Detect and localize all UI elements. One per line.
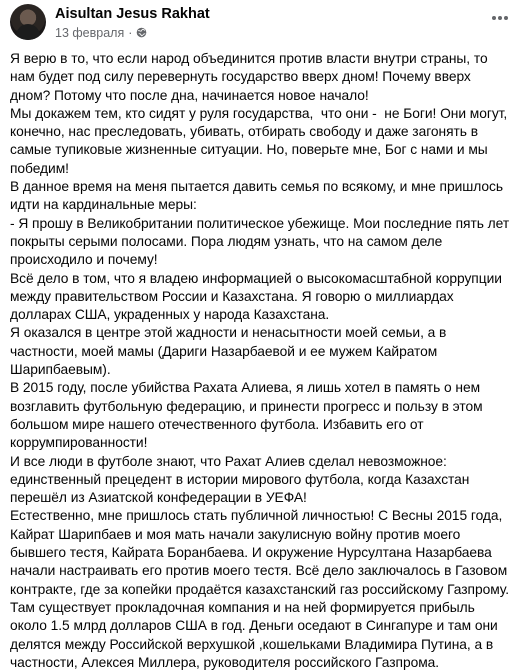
post-paragraph-8: И все люди в футболе знают, что Рахат Алиев сделал невозможное: единственный прецедент в истории мирового футбола, когда Казахстан перешёл из Азиатской конфедерации в УЕФА!	[10, 453, 474, 506]
author-avatar[interactable]	[10, 4, 46, 40]
post-paragraph-4: - Я прошу в Великобритании политическое убежище. Мои последние пять лет покрыты серыми полосами. Пора людям узнать, что на самом деле происходило и почему!	[10, 215, 513, 268]
post-meta	[55, 4, 210, 39]
post-paragraph-2: Мы докажем тем, кто сидят у руля государства, что они - не Боги! Они могут, конечно, нас преследовать, убивать, отбирать свободу и даже загонять в самые тупиковые жизненные ситуации. Но, поверьте мне, Бог с нами и мы победим!	[10, 105, 511, 176]
post-date-link[interactable]: 13 февраля	[55, 25, 125, 40]
post-paragraph-1: Я верю в то, что если народ объединится против власти внутри страны, то нам будет под силу перевернуть государство вверх дном! Почему вверх дном? Потому что после дна, начинается новое начало!	[10, 51, 492, 103]
post-paragraph-9: Естественно, мне пришлось стать публичной личностью! С Весны 2015 года, Кайрат Шарипбаев и моя мать начали закулисную войну против моего бывшего тестя, Кайрата Боранбаева. И окружение Нурсултана Назарбаева начали настраивать его против моего тестя. Всё дело заключалось в Газовом контракте, где за копейки продаётся казахстанский газ российскому Газпрому. Там существует прокладочная компания и на ней формируется прибыль около 1.5 млрд долларов США в год. Деньги оседают в Сингапуре и там они делятся между Российской верхушкой ,кошельками Владимира Путина, а в частности, Алексея Миллера, руководителя российского Газпрома.	[10, 508, 513, 670]
post-paragraph-3: В данное время на меня пытается давить семья по всякому, и мне пришлось идти на кардинальные меры:	[10, 179, 507, 213]
post-text	[10, 50, 512, 672]
post-paragraph-7: В 2015 году, после убийства Рахата Алиева, я лишь хотел в память о нем возглавить футбольную федерацию, и принести прогресс и пользу в этом большом мире нашего отечественного футбола. Избавить его от коррумпированности!	[10, 380, 487, 451]
post-paragraph-5: Всё дело в том, что я владею информацией о высокомасштабной коррупции между правительством России и Казахстана. Я говорю о миллиардах долларах США, украденных у народа Казахстана.	[10, 270, 506, 323]
author-name-link[interactable]: Aisultan Jesus Rakhat	[55, 6, 210, 22]
more-horizontal-icon	[491, 15, 509, 21]
more-options-button[interactable]	[488, 8, 512, 28]
post-header	[10, 0, 512, 44]
separator-dot: ·	[128, 25, 133, 40]
globe-icon[interactable]	[136, 27, 147, 38]
post-paragraph-6: Я оказался в центре этой жадности и ненасытности моей семьи, а в частности, моей мамы (Дариги Назарбаевой и ее мужем Кайратом Шарипбаевым).	[10, 325, 451, 378]
post-subline	[55, 27, 210, 40]
